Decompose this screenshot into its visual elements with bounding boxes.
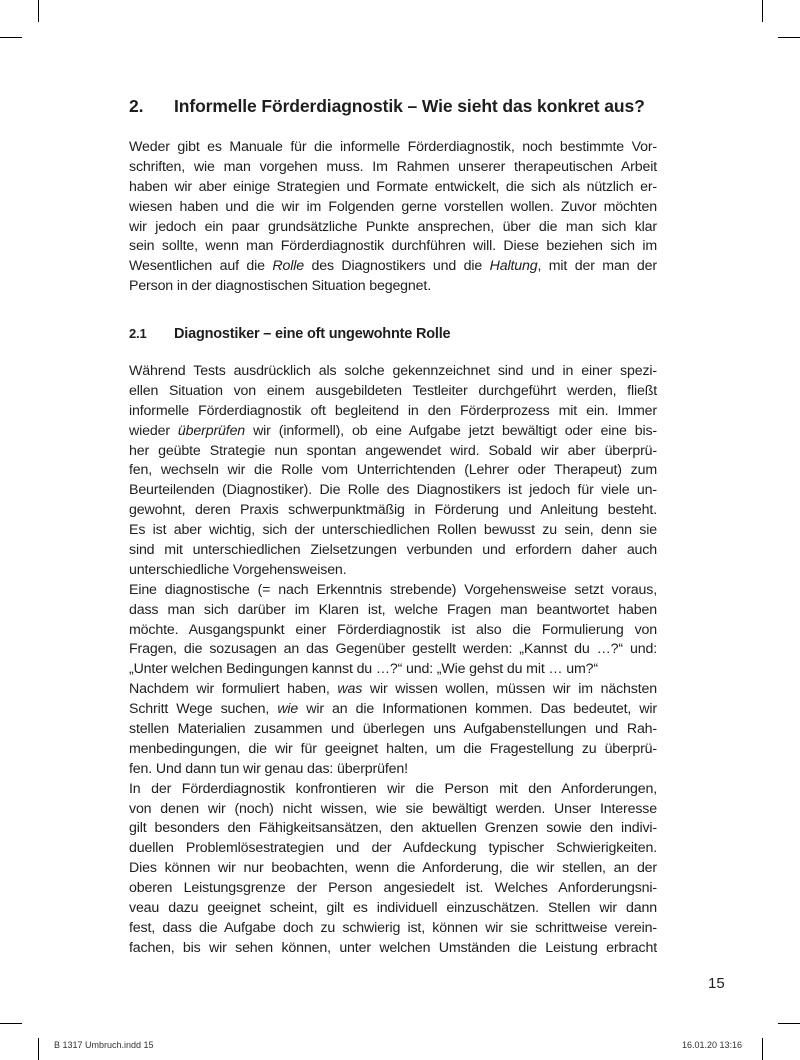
text-line: Person in der diagnostischen Situation begegnet.: [129, 278, 431, 295]
text-line: veau dazu geeignet scheint, gilt es individuell einzuschätzen. Stellen wir dann: [129, 900, 657, 917]
text-line: gewohnt, deren Praxis schwerpunktmäßig in Förderung und Anleitung besteht.: [129, 502, 657, 519]
text-line: stellen Materialien zusammen und überlegen uns Aufgabenstellungen und Rah-: [129, 721, 657, 738]
text-line: Beurteilenden (Diagnostiker). Die Rolle des Diagnostikers ist jedoch für viele un-: [129, 482, 657, 499]
text-line: gilt besonders den Fähigkeitsansätzen, den aktuellen Grenzen sowie den indivi-: [129, 820, 657, 837]
section-number: 2.: [129, 96, 144, 116]
text-line: wir jedoch ein paar grundsätzliche Punkte ansprechen, über die man sich klar: [129, 218, 657, 235]
crop-mark-bottom-left-v: [38, 1038, 39, 1060]
text-line: Weder gibt es Manuale für die informelle Förderdiagnostik, noch bestimmte Vor-: [129, 139, 657, 155]
slug-filename: B 1317 Umbruch.indd 15: [54, 1040, 154, 1050]
crop-mark-bottom-left-h: [0, 1023, 22, 1024]
text-line: Es ist aber wichtig, sich der unterschiedlichen Rollen bewusst zu sein, denn sie: [129, 522, 657, 539]
text-line: wieder überprüfen wir (informell), ob eine Aufgabe jetzt bewältigt oder eine bis-: [129, 422, 657, 439]
text-line: dass man sich darüber im Klaren ist, welche Fragen man beantwortet haben: [129, 601, 657, 618]
crop-mark-bottom-right-v: [762, 1038, 763, 1060]
text-line: von denen wir (noch) nicht wissen, wie sie bewältigt werden. Unser Interesse: [129, 800, 657, 817]
text-line: Wesentlichen auf die Rolle des Diagnostikers und die Haltung, mit der man der: [129, 258, 657, 275]
text-line: informelle Förderdiagnostik oft begleitend in den Förderprozess mit ein. Immer: [129, 402, 657, 419]
text-line: Nachdem wir formuliert haben, was wir wissen wollen, müssen wir im nächsten: [129, 681, 657, 698]
crop-mark-top-left-v: [38, 0, 39, 22]
subsection-title: Diagnostiker – eine oft ungewohnte Rolle: [174, 326, 451, 342]
paragraph-intro: [129, 138, 657, 297]
text-line: fachen, bis wir sehen können, unter welchen Umständen die Leistung erbracht: [129, 939, 657, 956]
text-line: her geübte Strategie nun spontan angewendet wird. Sobald wir aber überprü-: [129, 442, 657, 459]
crop-mark-top-left-h: [0, 37, 22, 38]
crop-mark-top-right-h: [778, 37, 800, 38]
text-line: Eine diagnostische (= nach Erkenntnis strebende) Vorgehensweise setzt voraus,: [129, 581, 657, 598]
text-line: sein sollte, wenn man Förderdiagnostik durchführen will. Diese beziehen sich im: [129, 238, 657, 255]
crop-mark-top-right-v: [762, 0, 763, 22]
subsection-number: 2.1: [129, 326, 147, 341]
text-line: unterschiedliche Vorgehensweisen.: [129, 561, 347, 578]
text-line: ellen Situation von einem ausgebildeten Testleiter durchgeführt werden, fließt: [129, 382, 657, 399]
section-title: Informelle Förderdiagnostik – Wie sieht das konkret aus?: [174, 96, 645, 116]
slug-timestamp: 16.01.20 13:16: [682, 1040, 743, 1050]
text-line: duellen Problemlösestrategien und der Aufdeckung typischer Schwierigkeiten.: [129, 840, 657, 857]
crop-mark-bottom-right-h: [778, 1023, 800, 1024]
text-line: menbedingungen, die wir für geeignet halten, um die Fragestellung zu überprü-: [129, 740, 657, 757]
text-line: möchte. Ausgangspunkt einer Förderdiagnostik ist also die Formulierung von: [129, 621, 657, 638]
text-line: Fragen, die sozusagen an das Gegenüber gestellt werden: „Kannst du …?“ und:: [129, 641, 657, 658]
subsection-heading: [129, 326, 450, 342]
page-number: 15: [708, 975, 725, 992]
text-line: „Unter welchen Bedingungen kannst du …?“ und: „Wie gehst du mit … um?“: [129, 661, 598, 678]
text-line: schriften, wie man vorgehen muss. Im Rahmen unserer therapeutischen Arbeit: [129, 158, 657, 175]
text-line: sind mit unterschiedlichen Zielsetzungen verbunden und erfordern daher auch: [129, 542, 657, 559]
text-line: haben wir aber einige Strategien und Formate entwickelt, die sich als nützlich er-: [129, 178, 657, 195]
text-line: wiesen haben und die wir im Folgenden gerne vorstellen wollen. Zuvor möchten: [129, 198, 657, 215]
text-line: Während Tests ausdrücklich als solche gekennzeichnet sind und in einer spezi-: [129, 363, 657, 379]
text-line: In der Förderdiagnostik konfrontieren wir die Person mit den Anforderungen,: [129, 780, 657, 797]
text-line: Dies können wir nur beobachten, wenn die Anforderung, die wir stellen, an der: [129, 860, 657, 877]
paragraph-body: [129, 362, 657, 959]
text-line: fest, dass die Aufgabe doch zu schwierig ist, können wir sie schrittweise verein-: [129, 919, 657, 936]
text-line: oberen Leistungsgrenze der Person angesiedelt ist. Welches Anforderungsni-: [129, 880, 657, 897]
section-heading: [129, 96, 645, 117]
text-line: Schritt Wege suchen, wie wir an die Informationen kommen. Das bedeutet, wir: [129, 701, 657, 718]
text-line: fen. Und dann tun wir genau das: überprüfen!: [129, 760, 408, 777]
text-line: fen, wechseln wir die Rolle vom Unterrichtenden (Lehrer oder Therapeut) zum: [129, 462, 657, 479]
